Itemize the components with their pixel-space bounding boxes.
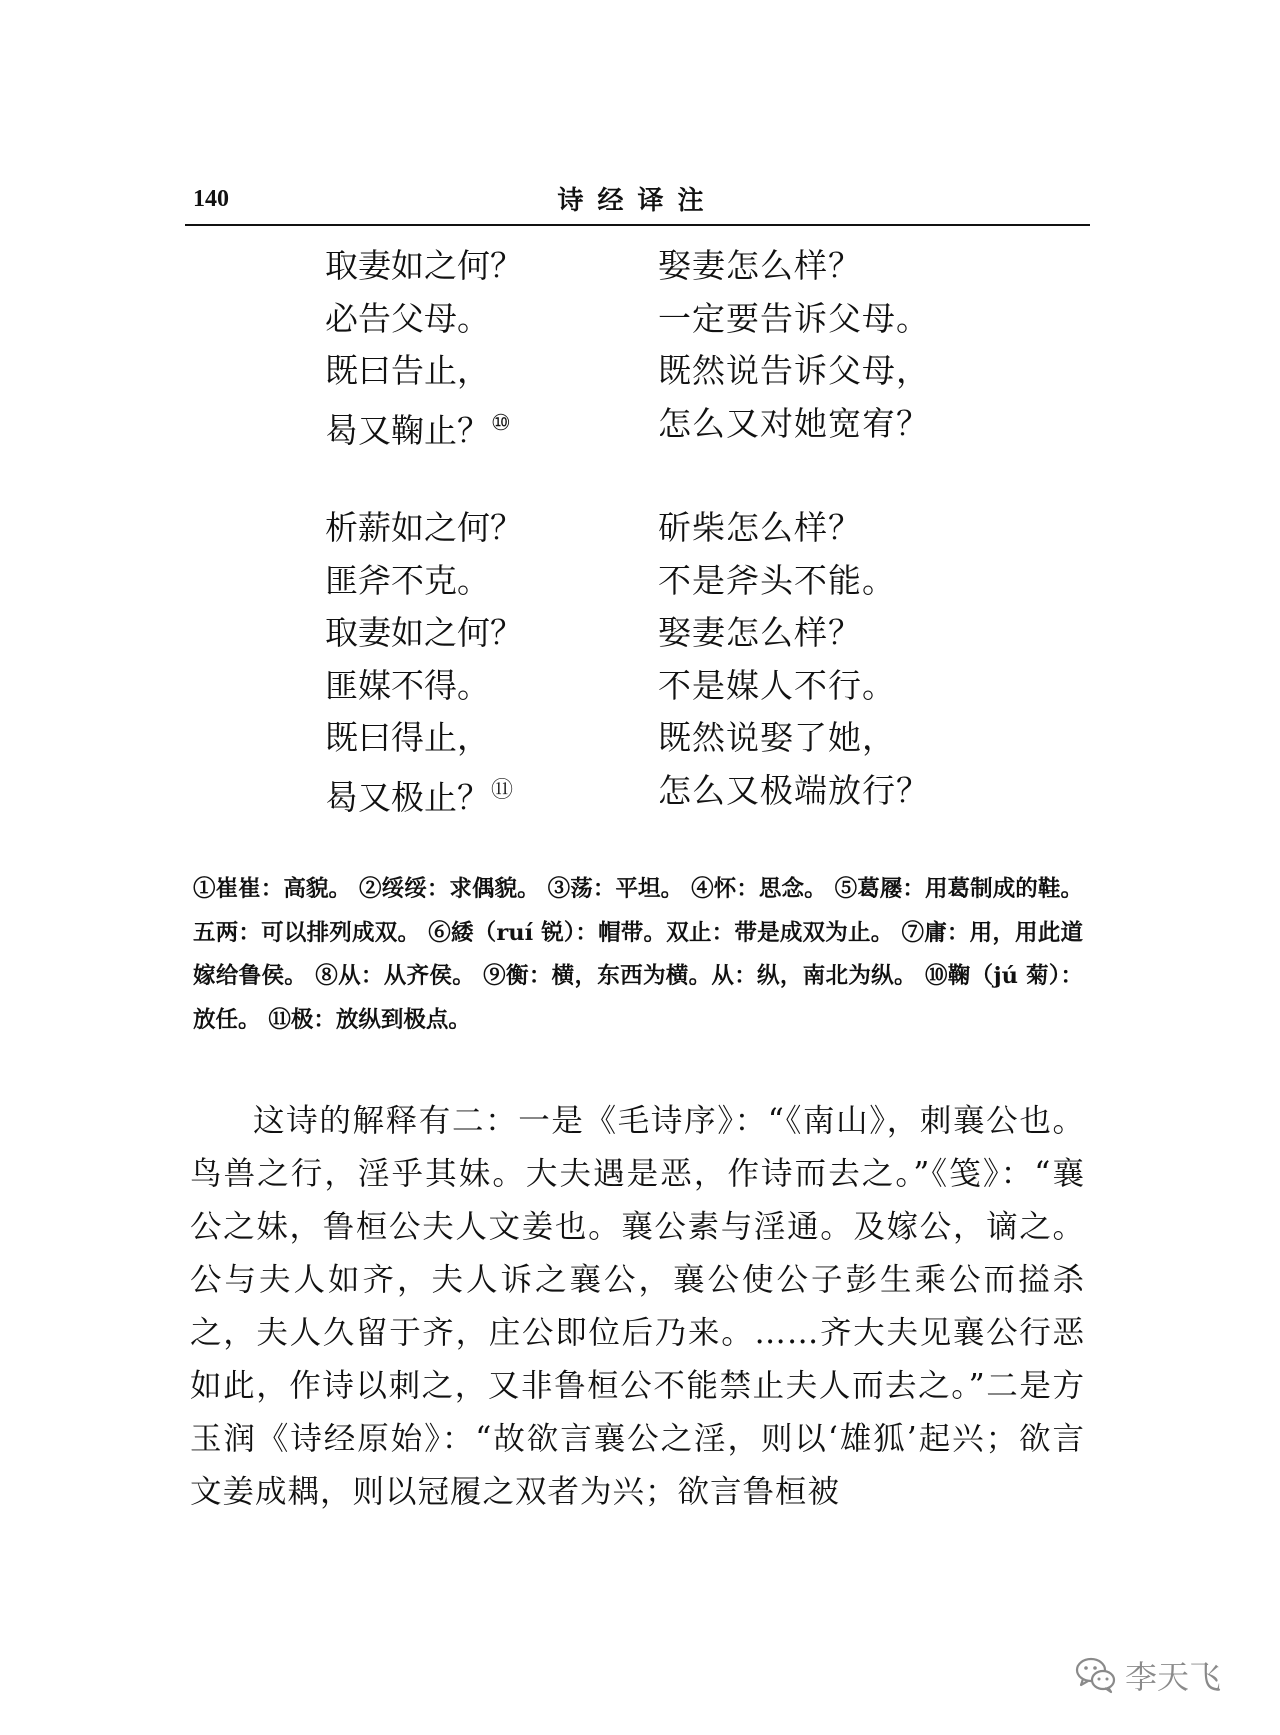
original-text: 曷又极止？⑪ <box>325 777 514 817</box>
poem <box>325 240 1045 869</box>
translation-text: 怎么又极端放行？ <box>658 770 930 810</box>
original-text: 既曰告止， <box>325 351 490 390</box>
translation-text: 怎么又对她宽宥？ <box>658 403 930 443</box>
original-text: 析薪如之何？ <box>325 508 523 547</box>
poem-line <box>325 345 1045 398</box>
poem-line <box>325 398 1045 451</box>
poem-line <box>325 555 1045 608</box>
poem-stanza-1 <box>325 240 1045 450</box>
book-title: 诗经译注 <box>557 186 718 216</box>
footnotes <box>193 868 1083 1042</box>
translation-text: 不是斧头不能。 <box>658 560 896 600</box>
poem-line <box>325 765 1045 818</box>
watermark-name: 李天飞 <box>1125 1658 1222 1696</box>
poem-line <box>325 660 1045 713</box>
watermark <box>1075 1650 1221 1700</box>
commentary-paragraph: 这诗的解释有二：一是《毛诗序》：“《南山》，刺襄公也。鸟兽之行，淫乎其妹。大夫遇是恶，作诗而去之。”《笺》：“襄公之妹，鲁桓公夫人文姜也。襄公素与淫通。及嫁公，谪之。公与夫人如齐，夫人诉之襄公，襄公使公子彭生乘公而搤杀之，夫人久留于齐，庄公即位后乃来。……齐大夫见襄公行恶如此，作诗以刺之，又非鲁桓公不能禁止夫人而去之。”二是方玉润《诗经原始》：“故欲言襄公之淫，则以‘雄狐’起兴；欲言文姜成耦，则以冠履之双者为兴；欲言鲁桓被 <box>190 1103 1085 1510</box>
translation-text: 既然说告诉父母， <box>658 351 930 390</box>
poem-line <box>325 607 1045 660</box>
translation-text: 一定要告诉父母。 <box>658 298 930 338</box>
poem-line <box>325 712 1045 765</box>
poem-line <box>325 240 1045 293</box>
original-text: 既曰得止， <box>325 718 490 757</box>
original-text: 匪斧不克。 <box>325 560 490 600</box>
page-header <box>185 178 1090 226</box>
original-text: 匪媒不得。 <box>325 665 490 705</box>
poem-line <box>325 502 1045 555</box>
original-text: 取妻如之何？ <box>325 246 523 285</box>
footnotes-text: ①崔崔：高貌。 ②绥绥：求偶貌。 ③荡：平坦。 ④怀：思念。 ⑤葛屦：用葛制成的鞋。五两：可以排列成双。 ⑥緌（ruí 锐）：帽带。双止：带是成双为止。 ⑦庸：用，用此道嫁给鲁侯。 ⑧从：从齐侯。 ⑨衡：横，东西为横。从：纵，南北为纵。 ⑩鞠（jú 菊）：放任。 ⑪极：放纵到极点。 <box>193 876 1083 1033</box>
translation-text: 娶妻怎么样？ <box>658 246 862 285</box>
footnote-marker: ⑩ <box>491 410 511 436</box>
footnote-marker: ⑪ <box>491 777 514 803</box>
translation-text: 不是媒人不行。 <box>658 665 896 705</box>
page-number: 140 <box>193 186 229 212</box>
translation-text: 娶妻怎么样？ <box>658 613 862 652</box>
wechat-icon <box>1075 1655 1117 1695</box>
translation-text: 既然说娶了她， <box>658 718 896 757</box>
poem-line <box>325 293 1045 346</box>
translation-text: 斫柴怎么样？ <box>658 508 862 547</box>
poem-stanza-2 <box>325 502 1045 817</box>
commentary <box>190 1095 1085 1519</box>
original-text: 曷又鞠止？⑩ <box>325 410 511 450</box>
original-text: 取妻如之何？ <box>325 613 523 652</box>
original-text: 必告父母。 <box>325 298 490 338</box>
